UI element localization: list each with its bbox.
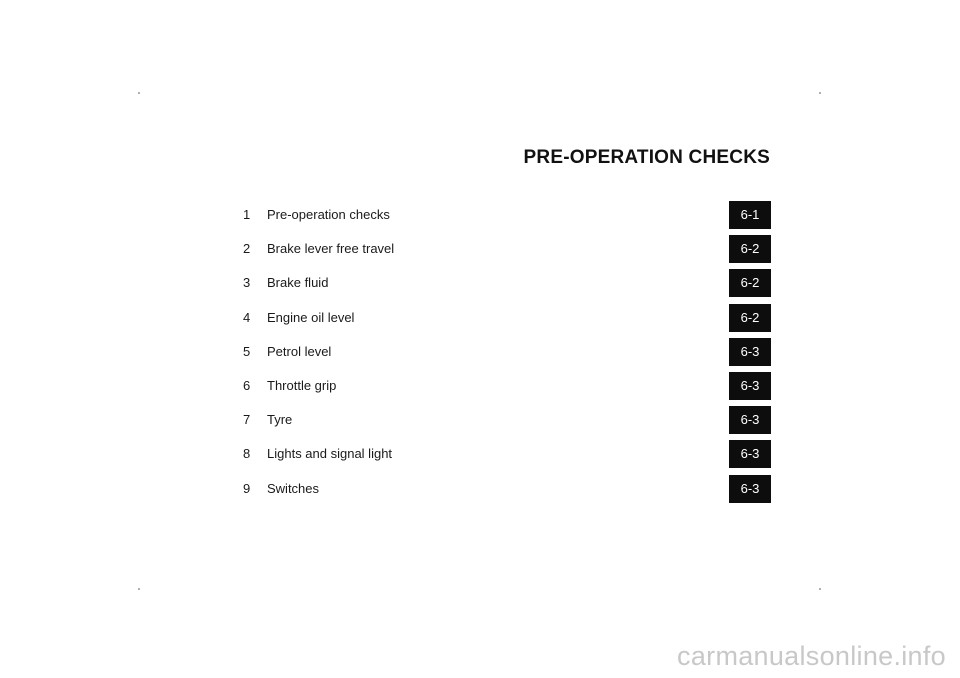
toc-item-pre-operation-checks[interactable] xyxy=(243,201,771,235)
page-title: PRE-OPERATION CHECKS xyxy=(523,147,770,168)
toc-item-number: 3 xyxy=(243,275,251,291)
toc-item-label: Pre-operation checks xyxy=(267,207,390,222)
watermark: carmanualsonline.info xyxy=(677,641,946,671)
toc-item-brake-lever-free-travel[interactable] xyxy=(243,235,771,269)
toc-item-label: Lights and signal light xyxy=(267,446,393,462)
toc-item-petrol-level[interactable] xyxy=(243,338,771,372)
toc-item-throttle-grip[interactable] xyxy=(243,372,771,406)
toc-item-brake-fluid[interactable] xyxy=(243,269,771,303)
toc-page-tab[interactable]: 6-3 xyxy=(729,475,771,503)
toc-page-tab[interactable]: 6-3 xyxy=(729,440,771,468)
crop-mark-bottom-right xyxy=(819,588,821,590)
toc-page-tab[interactable]: 6-2 xyxy=(729,304,771,332)
toc-item-number: 2 xyxy=(243,241,251,257)
toc-item-lights-and-signal-light[interactable] xyxy=(243,440,771,474)
crop-mark-top-right xyxy=(819,92,821,94)
crop-mark-top-left xyxy=(138,92,140,94)
table-of-contents xyxy=(243,201,771,509)
toc-item-number: 9 xyxy=(243,480,251,496)
toc-item-switches[interactable] xyxy=(243,475,771,509)
toc-item-label: Brake lever free travel xyxy=(267,241,395,257)
toc-item-number: 6 xyxy=(243,377,251,393)
toc-item-label: Tyre xyxy=(267,412,293,428)
toc-page-tab[interactable]: 6-3 xyxy=(729,406,771,434)
toc-item-label: Petrol level xyxy=(267,343,332,359)
toc-page-tab[interactable]: 6-1 xyxy=(729,201,771,229)
toc-item-label: Throttle grip xyxy=(267,377,337,393)
toc-page-tab[interactable]: 6-2 xyxy=(729,269,771,297)
toc-item-label: Switches xyxy=(267,480,320,496)
toc-page-tab[interactable]: 6-3 xyxy=(729,338,771,366)
toc-item-label: Brake fluid xyxy=(267,275,329,291)
toc-item-number: 1 xyxy=(243,207,251,222)
toc-item-tyre[interactable] xyxy=(243,406,771,440)
toc-item-number: 4 xyxy=(243,309,251,325)
toc-item-number: 7 xyxy=(243,412,251,428)
crop-mark-bottom-left xyxy=(138,588,140,590)
toc-item-number: 5 xyxy=(243,343,251,359)
toc-page-tab[interactable]: 6-2 xyxy=(729,235,771,263)
toc-item-number: 8 xyxy=(243,446,251,462)
toc-item-engine-oil-level[interactable] xyxy=(243,304,771,338)
toc-item-label: Engine oil level xyxy=(267,309,355,325)
toc-page-tab[interactable]: 6-3 xyxy=(729,372,771,400)
